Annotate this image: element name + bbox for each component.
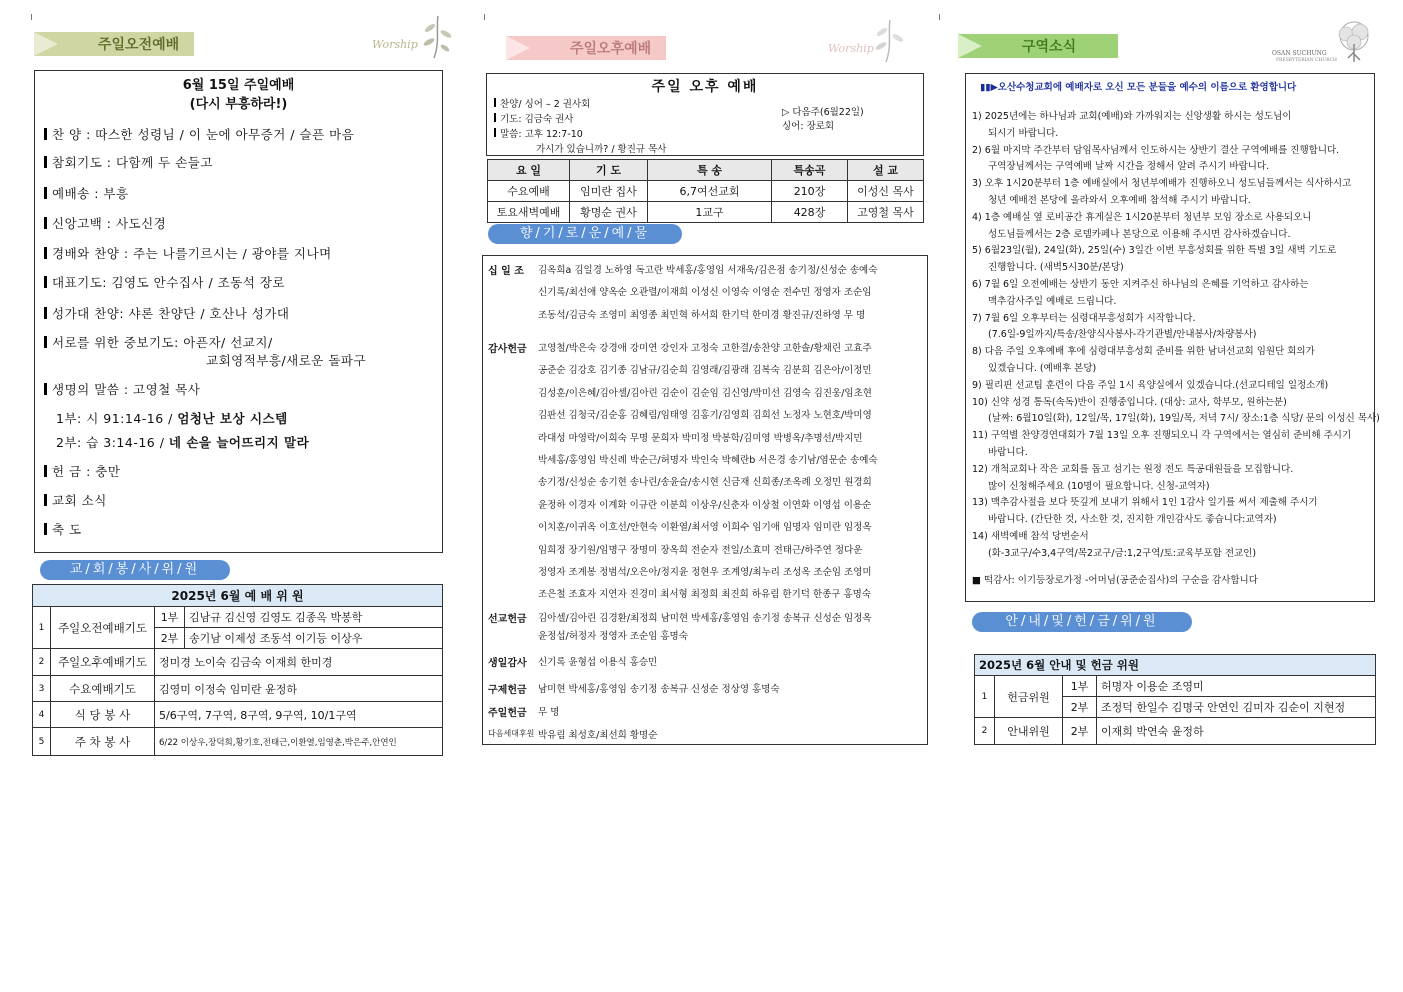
row-sub: 1부 bbox=[155, 607, 185, 628]
news-line: (화-3교구/수3,4구역/목2교구/금:1,2구역/토:교육부포함 전교인) bbox=[988, 547, 1257, 559]
committee-table bbox=[32, 584, 443, 756]
row-no: 3 bbox=[33, 676, 51, 702]
row-no: 4 bbox=[33, 702, 51, 728]
offering-names-line: 고영철/박은숙 강경애 강미연 강인자 고정숙 고한결/송찬양 고한솔/황채린 고효주 bbox=[538, 343, 872, 354]
row-sub: 2부 bbox=[1063, 697, 1097, 718]
offering-label: 십 일 조 bbox=[488, 266, 524, 277]
offering-names-line: 박세홍/홍영임 박신례 박순근/허명자 박인숙 박혜란b 서은경 송기남/염문순 송예숙 bbox=[538, 455, 878, 466]
news-line: 8) 다음 주일 오후예배 후에 심령대부흥성회 준비를 위한 남녀선교회 임원단 회의가 bbox=[972, 346, 1315, 358]
morning-header-title: 주일오전예배 bbox=[98, 37, 180, 53]
row-val: 조정덕 한일수 김명국 안연인 김미자 김순이 지현정 bbox=[1097, 697, 1376, 718]
order-item-sermon: 생명의 말씀 : 고영철 목사 bbox=[44, 380, 200, 398]
news-line: 성도님들께서는 2층 로뎀카페나 본당으로 이용해 주시면 감사하겠습니다. bbox=[988, 228, 1291, 240]
sermon-part2-title: 네 손을 늘어뜨리지 말라 bbox=[168, 435, 310, 450]
news-line: 구역장님께서는 구역예배 날짜 시간을 정해서 알려 주시기 바랍니다. bbox=[988, 161, 1270, 173]
row-sub: 2부 bbox=[155, 628, 185, 649]
row-sub: 2부 bbox=[1063, 718, 1097, 745]
news-line: 6) 7월 6일 오전예배는 상반기 동안 지켜주신 하나님의 은혜를 기억하고 감사하는 bbox=[972, 279, 1309, 290]
column-divider-3 bbox=[939, 14, 940, 20]
row-val: 6/22 이상우,장덕희,황기호,전태근,이환열,임영춘,박은주,안연인 bbox=[155, 728, 443, 756]
news-line: 7) 7월 6일 오후부터는 심령대부흥성회가 시작합니다. bbox=[972, 312, 1196, 324]
tree-logo-icon bbox=[1330, 20, 1378, 66]
news-line: 5) 6월23일(월), 24일(화), 25일(수) 3일간 이번 부흥성회를 위한 특별 3일 새벽 기도로 bbox=[972, 245, 1337, 257]
schedule-table bbox=[487, 159, 924, 223]
header-arrow bbox=[506, 36, 530, 60]
afternoon-header bbox=[506, 30, 926, 60]
next-week: ▷ 다음주(6월22일) bbox=[782, 107, 864, 118]
row-name: 식 당 봉 사 bbox=[51, 702, 155, 728]
order-item-intercession-cont: 교회영적부흥/새로운 돌파구 bbox=[206, 353, 367, 368]
offering-names-line: 신기록/최선애 양옥순 오관렬/이재희 이성신 이영숙 이영순 전수민 정영자 조순임 bbox=[538, 287, 872, 299]
row-no: 1 bbox=[975, 676, 995, 718]
morning-header bbox=[34, 26, 454, 56]
schedule-head: 기 도 bbox=[570, 160, 648, 181]
afternoon-sermon: 가시가 있습니까? / 황진규 목사 bbox=[536, 144, 667, 155]
schedule-cell: 임미란 집사 bbox=[570, 181, 648, 202]
schedule-cell: 428장 bbox=[772, 202, 848, 223]
offering-heading: 향/기/로/운/예/물 bbox=[488, 224, 682, 244]
header-arrow bbox=[958, 34, 982, 58]
schedule-head: 요 일 bbox=[488, 160, 570, 181]
offering-names-line: 조동석/김금숙 조영미 최영종 최민혁 하서희 한기덕 한미경 황진규/진하영 무 명 bbox=[538, 309, 866, 321]
order-item-news: 교회 소식 bbox=[44, 491, 107, 509]
olive-branch-icon bbox=[418, 14, 458, 60]
row-name: 수요예배기도 bbox=[51, 676, 155, 702]
offering-label: 감사헌금 bbox=[488, 344, 527, 355]
committee-heading: 교/회/봉/사/위/원 bbox=[40, 560, 230, 580]
row-val: 김영미 이정숙 임미란 윤정하 bbox=[155, 676, 443, 702]
offering-names-line: 김성훈/이은혜/김아셀/김아린 김순이 김순임 김신영/박미선 김영숙 김진웅/임초현 bbox=[538, 387, 872, 399]
news-line: 3) 오후 1시20분부터 1층 예배실에서 청년부예배가 진행하오니 성도님들께서는 식사하시고 bbox=[972, 178, 1352, 190]
row-val: 정미경 노이숙 김금숙 이재희 한미경 bbox=[155, 649, 443, 676]
news-line: 4) 1층 예배실 옆 로비공간 휴게실은 1시20분부터 청년부 모임 장소로 사용되오니 bbox=[972, 211, 1312, 223]
sermon-part1: 1부: 시 91:14-16 / 엄청난 보상 시스템 bbox=[56, 411, 288, 426]
column-divider-2 bbox=[484, 14, 485, 20]
offering-names-line: 공준순 김강호 김기종 김남규/김순희 김영래/김광래 김복숙 김분희 김은아/이정민 bbox=[538, 365, 872, 377]
order-item-choir: 성가대 찬양: 샤론 찬양단 / 호산나 성가대 bbox=[44, 304, 289, 322]
order-item-intercession: 서로를 위한 중보기도: 아픈자/ 선교지/ bbox=[44, 333, 273, 351]
news-line: 12) 개척교회나 작은 교회를 돕고 섬기는 원정 전도 특공대원들을 모집합니다. bbox=[972, 463, 1294, 475]
news-header bbox=[958, 28, 1378, 63]
offering-names-line: 윤정섭/허정자 정영자 조순임 홍명숙 bbox=[538, 631, 688, 642]
afternoon-prayer: 기도: 김금숙 권사 bbox=[494, 111, 573, 125]
news-line: 바랍니다. bbox=[988, 447, 1028, 458]
offering-names-line: 박유림 최성호/최선희 황명순 bbox=[538, 730, 658, 741]
offering-names-line: 라대성 마영락/이희숙 무명 문희자 박미정 박봉학/김미영 박병옥/추명선/박지민 bbox=[538, 432, 863, 444]
order-item-adoration: 경배와 찬양 : 주는 나를기르시는 / 광야를 지나며 bbox=[44, 244, 332, 262]
order-title: 6월 15일 주일예배 bbox=[182, 78, 295, 93]
row-name: 안내위원 bbox=[995, 718, 1063, 745]
row-val: 송기남 이제성 조동석 이기등 이상우 bbox=[185, 628, 443, 649]
news-line: 14) 새벽예배 참석 당번순서 bbox=[972, 531, 1089, 542]
worship-word: Worship bbox=[828, 42, 874, 55]
news-line: 10) 신약 성경 통독(속독)반이 진행중입니다. (대상: 교사, 학부모, 원하는분) bbox=[972, 396, 1287, 408]
afternoon-title: 주일 오후 예배 bbox=[651, 79, 759, 95]
row-no: 1 bbox=[33, 607, 51, 649]
offering-names-line: 신기록 윤형섭 이용식 홍승민 bbox=[538, 657, 658, 668]
schedule-cell: 6,7여선교회 bbox=[648, 181, 772, 202]
news-line: (7.6일-9일까지/특송/찬양식사봉사-각기관별/안내봉사/차량봉사) bbox=[988, 329, 1257, 341]
committee-table-title: 2025년 6월 예 배 위 원 bbox=[33, 585, 443, 607]
schedule-head: 설 교 bbox=[848, 160, 924, 181]
order-item-praise: 찬 양 : 따스한 성령님 / 이 눈에 아무증거 / 슬픈 마음 bbox=[44, 125, 354, 143]
news-line: 진행합니다. (새벽5시30분/본당) bbox=[988, 262, 1124, 274]
offering-label: 생일감사 bbox=[488, 658, 527, 669]
row-name: 주일오후예배기도 bbox=[51, 649, 155, 676]
order-item-creed: 신앙고백 : 사도신경 bbox=[44, 214, 166, 232]
news-line: 9) 필리핀 선교팀 훈련이 다음 주일 1시 육양실에서 있겠습니다.(선교디테일 일정소개) bbox=[972, 379, 1329, 391]
row-name: 주 차 봉 사 bbox=[51, 728, 155, 756]
welcome-line: ▮▮▶오산수청교회에 예배자로 오신 모든 분들을 예수의 이름으로 환영합니다 bbox=[980, 82, 1297, 93]
news-line: (날짜: 6월10일(화), 12일/목, 17일(화), 19일/목, 저녁 7시/ 장소:1층 식당/ 문의 이성신 목사) bbox=[988, 413, 1380, 425]
schedule-cell: 이성신 목사 bbox=[848, 181, 924, 202]
afternoon-header-title: 주일오후예배 bbox=[570, 41, 652, 57]
news-line: 청년 예배전 본당에 올라와서 오후예배 참석해 주시기 바랍니다. bbox=[988, 195, 1251, 206]
order-item-prayer: 대표기도: 김영도 안수집사 / 조동석 장로 bbox=[44, 273, 285, 291]
church-logo-line2: PRESBYTERIAN CHURCH bbox=[1276, 58, 1337, 63]
schedule-cell: 토요새벽예배 bbox=[488, 202, 570, 223]
order-subtitle: (다시 부흥하라!) bbox=[189, 97, 288, 112]
row-val: 이재희 박연숙 윤정하 bbox=[1097, 718, 1376, 745]
schedule-head: 특송곡 bbox=[772, 160, 848, 181]
offering-names-line: 정영자 조계봉 정범석/오은아/정지윤 정현우 조계영/최누리 조성옥 조순임 조영미 bbox=[538, 567, 872, 578]
schedule-head: 특 송 bbox=[648, 160, 772, 181]
offering-names-line: 김판선 김청국/김순홍 김혜림/임태영 김홍기/김영희 김희선 노정자 노현호/박미영 bbox=[538, 410, 872, 422]
news-line: 11) 구역별 찬양경연대회가 7월 13일 오후 진행되오니 각 구역에서는 열심히 준비해 주시기 bbox=[972, 430, 1352, 442]
schedule-cell: 수요예배 bbox=[488, 181, 570, 202]
news-line: 있겠습니다. (예배후 본당) bbox=[988, 363, 1097, 374]
header-arrow bbox=[34, 32, 58, 56]
afternoon-praise: 찬양/ 싱어 – 2 권사회 bbox=[494, 96, 590, 110]
offering-names-line: 무 명 bbox=[538, 707, 560, 718]
offering-names-line: 김옥희a 김일경 노하영 독고란 박세홍/홍영임 서재욱/김은점 송기정/신성순 송예숙 bbox=[538, 265, 878, 276]
offering-label: 구제헌금 bbox=[488, 685, 527, 696]
order-item-worship-song: 예배송 : 부흥 bbox=[44, 184, 129, 202]
order-item-repentance: 참회기도 : 다함께 두 손들고 bbox=[44, 153, 213, 171]
offering-names-line: 김아셀/김아린 김경환/최정희 남미현 박세홍/홍영임 송기정 송복규 신성순 임정옥 bbox=[538, 613, 872, 624]
row-name: 주일오전예배기도 bbox=[51, 607, 155, 649]
church-logo-line1: OSAN SUCHUNG bbox=[1272, 50, 1327, 57]
offering-label: 다음세대후원 bbox=[488, 729, 535, 738]
worship-word: Worship bbox=[372, 38, 418, 51]
guide-table-title: 2025년 6월 안내 및 헌금 위원 bbox=[975, 655, 1376, 676]
column-divider-1 bbox=[31, 14, 32, 20]
schedule-cell: 210장 bbox=[772, 181, 848, 202]
offering-names-line: 남미현 박세홍/홍영임 송기정 송복규 신성순 정상영 홍명숙 bbox=[538, 684, 780, 695]
news-header-title: 구역소식 bbox=[1022, 39, 1077, 55]
row-no: 2 bbox=[975, 718, 995, 745]
schedule-cell: 고영철 목사 bbox=[848, 202, 924, 223]
next-singer: 싱어: 장로회 bbox=[782, 121, 835, 132]
news-line: 바랍니다. (간단한 것, 사소한 것, 진지한 개인감사도 좋습니다:교역자) bbox=[988, 514, 1277, 526]
offering-names-line: 윤정하 이경자 이계화 이규란 이분희 이상우/신춘자 이상철 이연화 이영섭 이용순 bbox=[538, 499, 872, 511]
guide-heading: 안/내/및/헌/금/위/원 bbox=[972, 612, 1192, 632]
offering-label: 주일헌금 bbox=[488, 708, 527, 719]
order-item-offering: 헌 금 : 충만 bbox=[44, 462, 120, 480]
row-sub: 1부 bbox=[1063, 676, 1097, 697]
afternoon-word: 말씀: 고후 12:7-10 bbox=[494, 126, 583, 140]
offering-label: 선교헌금 bbox=[488, 614, 527, 625]
olive-branch-icon bbox=[870, 18, 910, 64]
news-line: 2) 6월 마지막 주간부터 담임목사님께서 인도하시는 상반기 결산 구역예배를 진행합니다. bbox=[972, 144, 1340, 156]
row-name: 헌금위원 bbox=[995, 676, 1063, 718]
guide-table bbox=[974, 654, 1376, 745]
row-no: 2 bbox=[33, 649, 51, 676]
sermon-part2: 2부: 습 3:14-16 / 네 손을 늘어뜨리지 말라 bbox=[56, 435, 310, 450]
offering-names-line: 송기정/신성순 송기현 송나린/송윤슬/송시현 신금재 신희종/조옥례 오정민 원경희 bbox=[538, 477, 872, 489]
row-val: 김남규 김신영 김영도 김종옥 박봉학 bbox=[185, 607, 443, 628]
news-line: 많이 신청해주세요 (10명이 필요합니다. 신청-교역자) bbox=[988, 480, 1210, 492]
schedule-cell: 1교구 bbox=[648, 202, 772, 223]
row-val: 허명자 이용순 조영미 bbox=[1097, 676, 1376, 697]
sermon-part1-title: 엄청난 보상 시스템 bbox=[177, 411, 288, 426]
news-line: 1) 2025년에는 하나님과 교회(예배)와 가까워지는 신앙생활 하시는 성도님이 bbox=[972, 111, 1292, 122]
news-line: 되시기 바랍니다. bbox=[988, 127, 1059, 139]
schedule-cell: 황명순 권사 bbox=[570, 202, 648, 223]
row-val: 5/6구역, 7구역, 8구역, 9구역, 10/1구역 bbox=[155, 702, 443, 728]
row-no: 5 bbox=[33, 728, 51, 756]
news-line: 맥추감사주일 예배로 드립니다. bbox=[988, 295, 1117, 307]
order-item-benediction: 축 도 bbox=[44, 520, 82, 538]
news-line: ■ 떡감사: 이기등장로가정 -어머님(공준순집사)의 구순을 감사합니다 bbox=[972, 575, 1258, 586]
offering-names-line: 이치훈/이귀옥 이호선/안현숙 이환열/최서영 이희수 임기애 임명자 임미란 임정옥 bbox=[538, 522, 872, 534]
offering-names-line: 임희정 장기원/임명구 장명미 장옥희 전순자 전일/소효미 전태근/하주연 정다운 bbox=[538, 544, 863, 556]
news-line: 13) 맥추감사절을 보다 뜻깊게 보내기 위해서 1인 1감사 일기를 써서 제출해 주시기 bbox=[972, 497, 1318, 509]
offering-names-line: 조은철 조효자 지연자 진경미 최서형 최정희 최진희 하유림 한기덕 한종구 홍명숙 bbox=[538, 589, 872, 601]
